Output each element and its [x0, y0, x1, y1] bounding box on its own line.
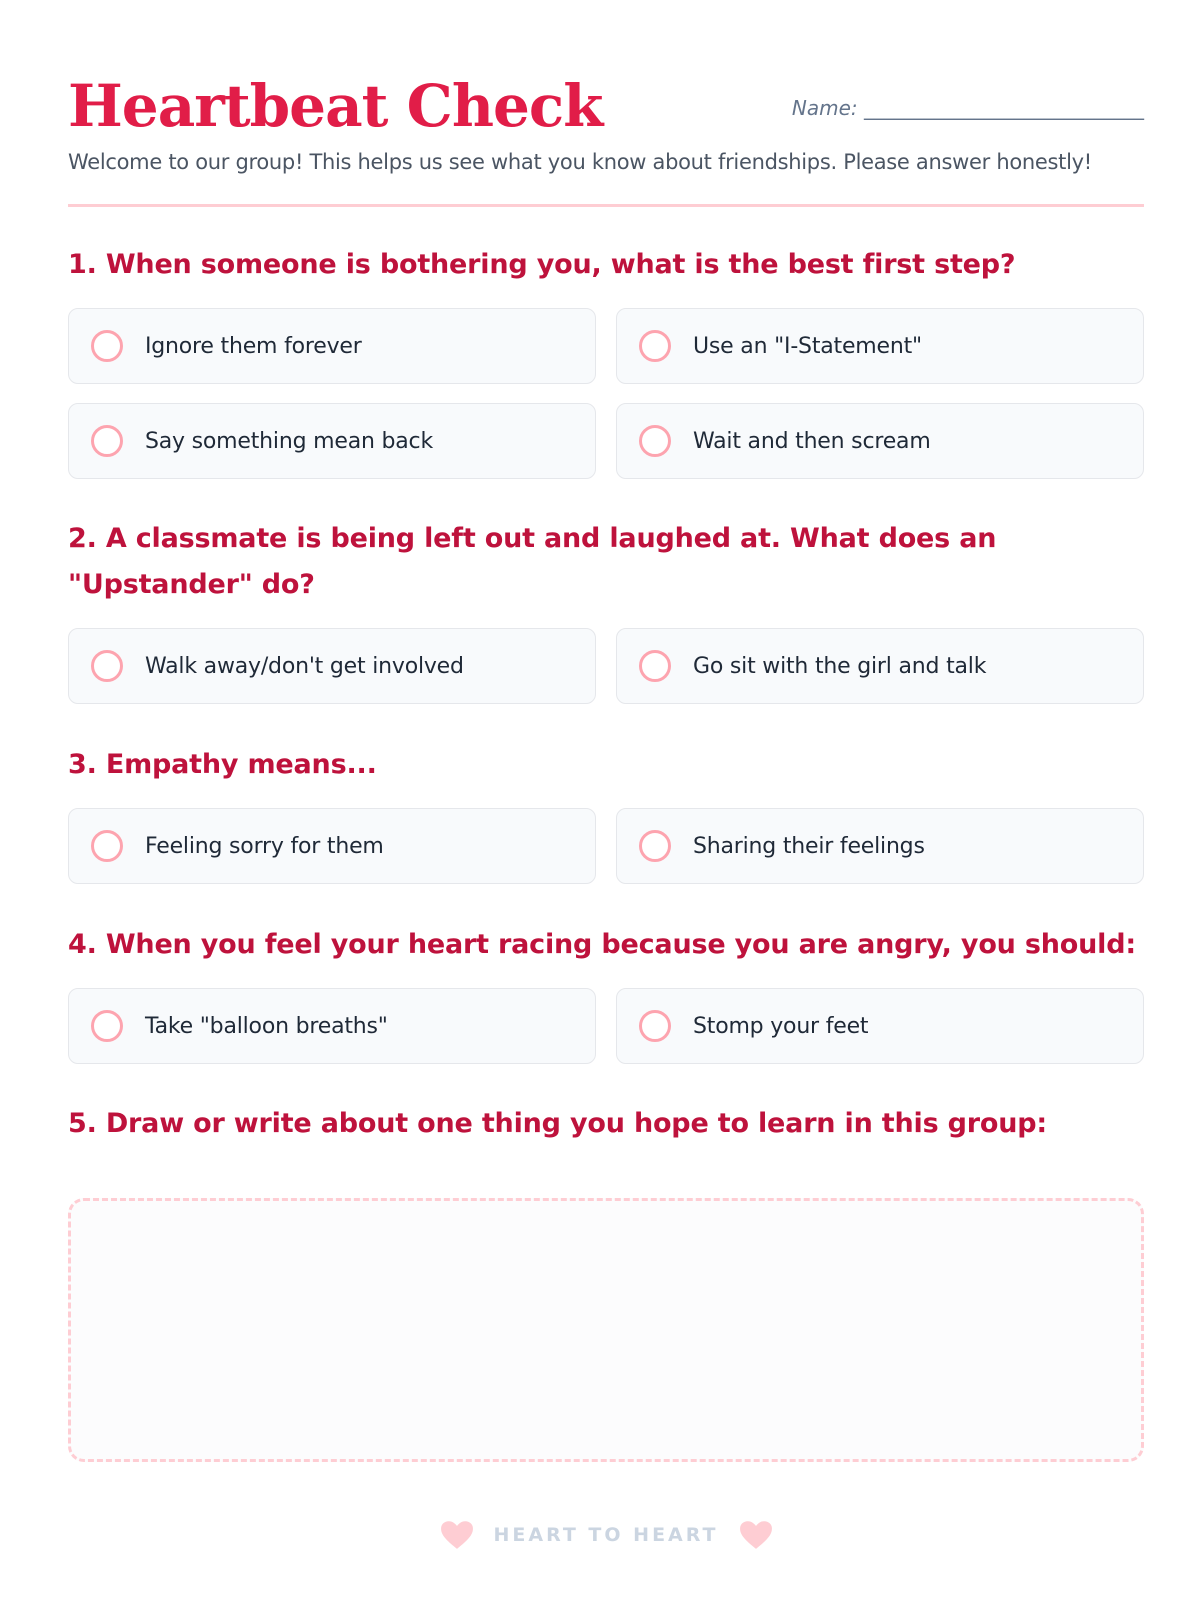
radio-button[interactable]	[639, 330, 671, 362]
question-1: 1. When someone is bothering you, what is the best first step?	[68, 249, 1016, 280]
q3-option-feeling-sorry[interactable]	[68, 808, 596, 884]
option-label: Wait and then scream	[693, 428, 931, 454]
q1-option-i-statement[interactable]	[616, 308, 1144, 384]
option-label: Sharing their feelings	[693, 833, 925, 859]
radio-button[interactable]	[91, 830, 123, 862]
radio-button[interactable]	[91, 330, 123, 362]
q1-option-scream[interactable]	[616, 403, 1144, 479]
radio-button[interactable]	[639, 425, 671, 457]
question-4: 4. When you feel your heart racing because you are angry, you should:	[68, 929, 1136, 960]
option-label: Walk away/don't get involved	[145, 653, 464, 679]
radio-button[interactable]	[639, 650, 671, 682]
radio-button[interactable]	[91, 1010, 123, 1042]
name-field[interactable]: Name: ____________________________	[791, 96, 1144, 120]
option-label: Take "balloon breaths"	[145, 1013, 388, 1039]
option-label: Feeling sorry for them	[145, 833, 384, 859]
worksheet	[68, 60, 1144, 1546]
footer	[68, 1515, 1144, 1555]
heart-icon	[440, 1520, 474, 1550]
q4-option-stomp-feet[interactable]	[616, 988, 1144, 1064]
question-3: 3. Empathy means...	[68, 749, 377, 780]
question-5: 5. Draw or write about one thing you hope to learn in this group:	[68, 1108, 1047, 1139]
q2-option-walk-away[interactable]	[68, 628, 596, 704]
q3-option-sharing-feelings[interactable]	[616, 808, 1144, 884]
option-label: Ignore them forever	[145, 333, 362, 359]
question-2: 2. A classmate is being left out and laughed at. What does an "Upstander" do?	[68, 523, 997, 600]
q4-option-balloon-breaths[interactable]	[68, 988, 596, 1064]
radio-button[interactable]	[639, 830, 671, 862]
worksheet-header	[68, 60, 1144, 174]
q1-option-mean-back[interactable]	[68, 403, 596, 479]
option-label: Say something mean back	[145, 428, 433, 454]
drawing-area[interactable]	[68, 1198, 1144, 1462]
q2-option-sit-with[interactable]	[616, 628, 1144, 704]
radio-button[interactable]	[91, 425, 123, 457]
footer-text: HEART TO HEART	[493, 1524, 719, 1546]
heart-icon	[739, 1520, 773, 1550]
option-label: Use an "I-Statement"	[693, 333, 922, 359]
header-divider	[68, 204, 1144, 207]
option-label: Go sit with the girl and talk	[693, 653, 987, 679]
radio-button[interactable]	[91, 650, 123, 682]
intro-text: Welcome to our group! This helps us see what you know about friendships. Please answer honestly!	[68, 150, 1092, 174]
radio-button[interactable]	[639, 1010, 671, 1042]
option-label: Stomp your feet	[693, 1013, 869, 1039]
page-title: Heartbeat Check	[68, 72, 603, 140]
q1-option-ignore[interactable]	[68, 308, 596, 384]
